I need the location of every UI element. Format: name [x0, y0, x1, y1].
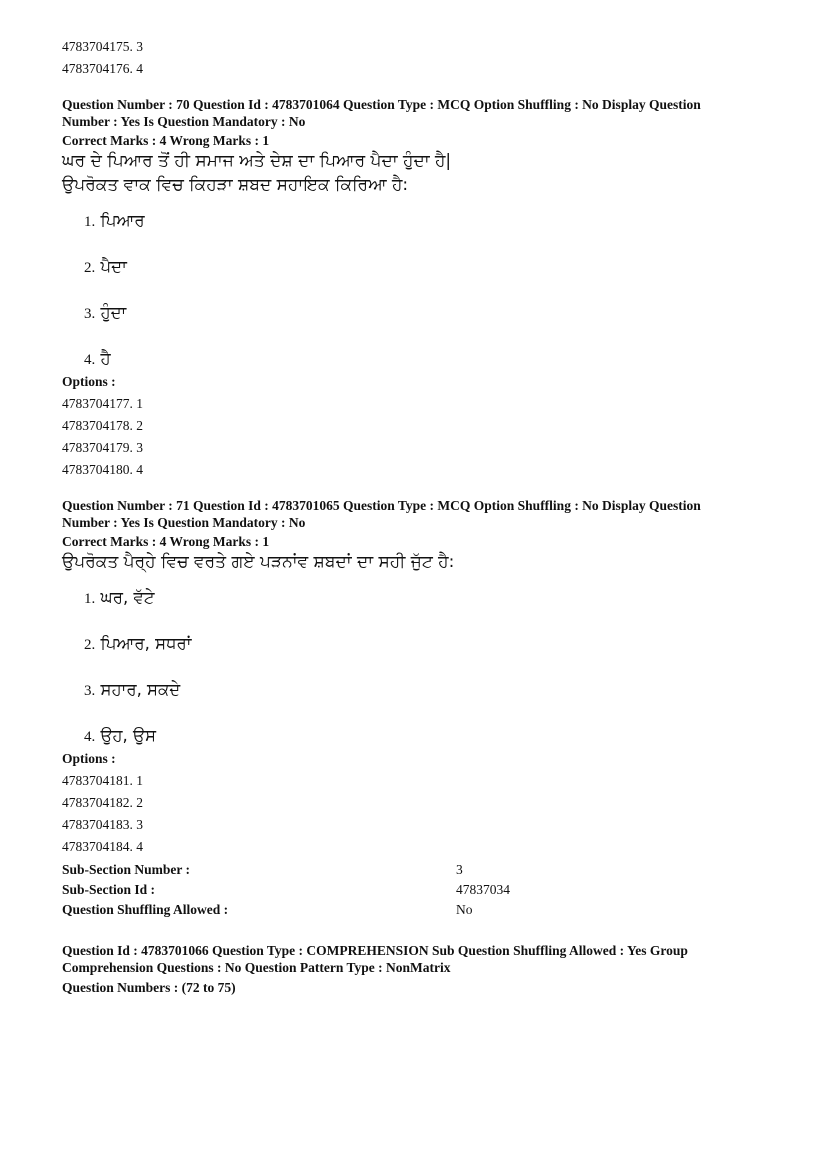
choice-item — [84, 634, 772, 680]
option-id-row: 4783704176. 4 — [62, 61, 143, 76]
previous-question-options — [62, 36, 772, 80]
question-70-block — [62, 96, 772, 481]
subsection-value: No — [456, 902, 473, 917]
option-id-row: 4783704180. 4 — [62, 462, 143, 477]
question-marks: Correct Marks : 4 Wrong Marks : 1 — [62, 534, 270, 549]
subsection-key: Sub-Section Id : — [62, 882, 156, 897]
subsection-value: 3 — [456, 862, 463, 877]
choice-list — [62, 211, 772, 371]
comprehension-block — [62, 942, 772, 996]
question-meta-line: Number : Yes Is Question Mandatory : No — [62, 114, 306, 129]
choice-text: ਘਰ, ਵੱਟੇ — [100, 588, 155, 607]
question-text: ਘਰ ਦੇ ਪਿਆਰ ਤੋਂ ਹੀ ਸਮਾਜ ਅਤੇ ਦੇਸ਼ ਦਾ ਪਿਆਰ ਪੈਦਾ ਹੁੰਦਾ ਹੈ| — [62, 151, 452, 171]
choice-item — [84, 211, 772, 257]
subsection-key: Question Shuffling Allowed : — [62, 902, 229, 917]
subsection-info-table — [62, 860, 772, 920]
choice-text: ਪਿਆਰ — [100, 211, 145, 230]
subsection-key: Sub-Section Number : — [62, 862, 191, 877]
options-label: Options : — [62, 374, 116, 389]
choice-number: 1. — [84, 214, 96, 230]
choice-number: 2. — [84, 260, 96, 276]
option-id-row: 4783704179. 3 — [62, 440, 143, 455]
choice-item — [84, 257, 772, 303]
subsection-value: 47837034 — [456, 882, 510, 897]
option-id-row: 4783704183. 3 — [62, 817, 143, 832]
choice-text: ਉਹ, ਉਸ — [100, 726, 156, 745]
choice-list — [62, 588, 772, 748]
option-id-row: 4783704181. 1 — [62, 773, 143, 788]
question-meta-line: Question Number : 70 Question Id : 4783701064 Question Type : MCQ Option Shuffling : No Display Question — [62, 97, 701, 112]
choice-item — [84, 588, 772, 634]
choice-item — [84, 349, 772, 371]
choice-item — [84, 303, 772, 349]
question-paper-page — [62, 36, 772, 996]
question-meta-line: Question Number : 71 Question Id : 4783701065 Question Type : MCQ Option Shuffling : No Display Question — [62, 498, 701, 513]
choice-item — [84, 726, 772, 748]
choice-text: ਸਹਾਰ, ਸਕਦੇ — [100, 680, 181, 699]
choice-number: 3. — [84, 683, 96, 699]
option-id-row: 4783704175. 3 — [62, 39, 143, 54]
question-meta-line: Number : Yes Is Question Mandatory : No — [62, 515, 306, 530]
option-id-row: 4783704178. 2 — [62, 418, 143, 433]
choice-number: 4. — [84, 352, 96, 368]
choice-text: ਪਿਆਰ, ਸਧਰਾਂ — [100, 634, 192, 653]
option-id-row: 4783704177. 1 — [62, 396, 143, 411]
choice-number: 4. — [84, 729, 96, 745]
choice-number: 3. — [84, 306, 96, 322]
question-text: ਉਪਰੋਕਤ ਪੈਰ੍ਹੇ ਵਿਚ ਵਰਤੇ ਗਏ ਪੜਨਾਂਵ ਸ਼ਬਦਾਂ ਦਾ ਸਹੀ ਜੁੱਟ ਹੈ: — [62, 552, 455, 572]
comprehension-meta-line: Comprehension Questions : No Question Pattern Type : NonMatrix — [62, 960, 451, 975]
question-text: ਉਪਰੋਕਤ ਵਾਕ ਵਿਚ ਕਿਹੜਾ ਸ਼ਬਦ ਸਹਾਇਕ ਕਿਰਿਆ ਹੈ: — [62, 175, 409, 195]
question-numbers: Question Numbers : (72 to 75) — [62, 980, 236, 995]
choice-number: 1. — [84, 591, 96, 607]
options-label: Options : — [62, 751, 116, 766]
question-71-block — [62, 497, 772, 858]
comprehension-meta-line: Question Id : 4783701066 Question Type : COMPREHENSION Sub Question Shuffling Allowed : Yes Group — [62, 943, 688, 958]
choice-text: ਹੈ — [100, 349, 111, 368]
option-id-row: 4783704182. 2 — [62, 795, 143, 810]
choice-number: 2. — [84, 637, 96, 653]
choice-item — [84, 680, 772, 726]
choice-text: ਹੁੰਦਾ — [100, 303, 127, 322]
question-marks: Correct Marks : 4 Wrong Marks : 1 — [62, 133, 270, 148]
option-id-row: 4783704184. 4 — [62, 839, 143, 854]
choice-text: ਪੈਦਾ — [100, 257, 127, 276]
